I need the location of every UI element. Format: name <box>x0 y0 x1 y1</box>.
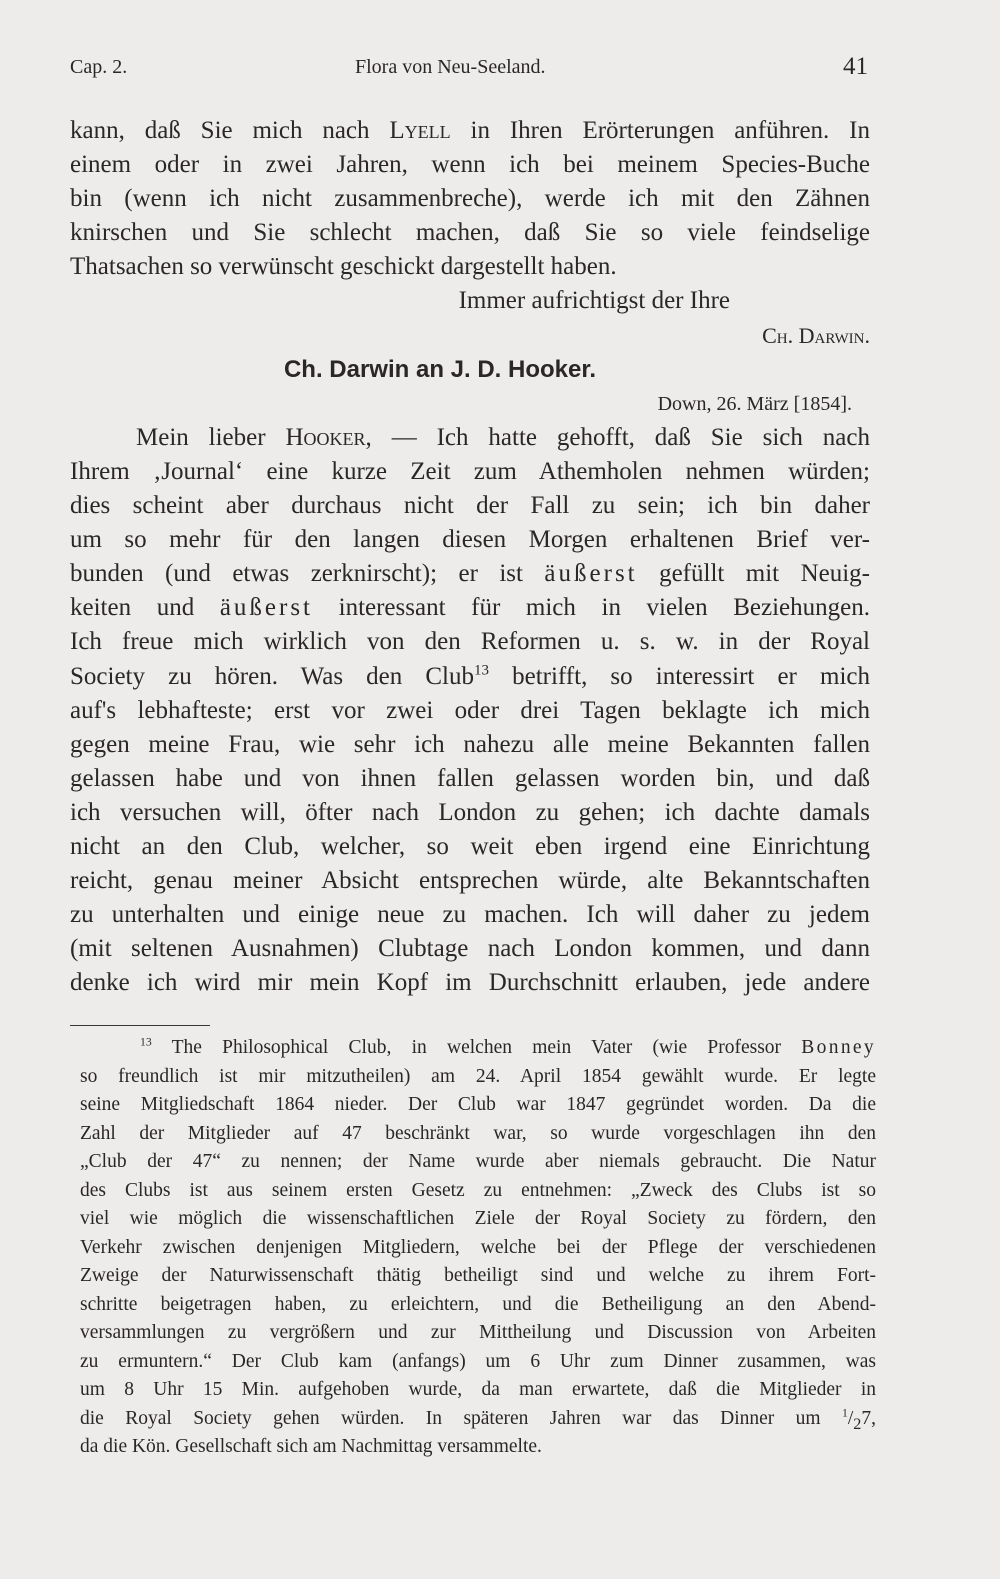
footnote-line: zu ermuntern.“ Der Club kam (anfangs) um 6 Uhr zum Dinner zusammen, was <box>80 1350 876 1372</box>
text-line: auf's lebhafteste; erst vor zwei oder drei Tagen beklagte ich mich <box>70 696 870 724</box>
footnote <box>80 1034 876 1462</box>
text-line: (mit seltenen Ausnahmen) Clubtage nach London kommen, und dann <box>70 935 870 963</box>
text-line: zu unterhalten und einige neue zu machen. Ich will daher zu jedem <box>70 901 870 929</box>
text-line: dies scheint aber durchaus nicht der Fall zu sein; ich bin daher <box>70 492 870 520</box>
spaced-emphasis: Bonney <box>801 1037 876 1058</box>
text-line: bin (wenn ich nicht zusammenbreche), werde ich mit den Zähnen <box>70 185 870 213</box>
chapter-label: Cap. 2. <box>70 56 128 78</box>
text-line: Mein lieber Hooker, — Ich hatte gehofft, daß Sie sich nach <box>136 423 870 451</box>
running-title: Flora von Neu-Seeland. <box>355 56 546 78</box>
footnote-line: „Club der 47“ zu nennen; der Name wurde aber niemals gebraucht. Die Natur <box>80 1151 876 1172</box>
footnote-line: versammlungen zu vergrößern und zur Mittheilung und Discussion von Arbeiten <box>80 1322 876 1343</box>
footnote-line: Verkehr zwischen denjenigen Mitgliedern, welche bei der Pflege der verschiedenen <box>80 1236 876 1258</box>
text-line: kann, daß Sie mich nach Lyell in Ihren Erörterungen anführen. In <box>70 117 870 144</box>
footnote-reference[interactable]: 13 <box>474 662 489 679</box>
letter-signature: Ch. Darwin. <box>762 322 870 348</box>
footnote-line: da die Kön. Gesellschaft sich am Nachmittag versammelte. <box>80 1436 542 1457</box>
text-line: um so mehr für den langen diesen Morgen erhaltenen Brief ver- <box>70 526 870 554</box>
name-smallcaps: Hooker <box>285 423 366 451</box>
footnote-line: viel wie möglich die wissenschaftlichen Ziele der Royal Society zu fördern, den <box>80 1208 876 1229</box>
text-line: Society zu hören. Was den Club$^{13}$ betrifft, so interessirt er mich <box>70 662 870 690</box>
footnote-line: $^{13}$ The Philosophical Club, in welchen mein Vater (wie Professor Bonney <box>140 1035 876 1058</box>
letter-heading: Ch. Darwin an J. D. Hooker. <box>283 355 597 383</box>
fraction-denominator: 2 <box>853 1414 862 1433</box>
text-line: Ich freue mich wirklich von den Reformen u. s. w. in der Royal <box>70 628 870 656</box>
text-line: Thatsachen so verwünscht geschickt dargestellt haben. <box>70 253 617 281</box>
footnote-line: schritte beigetragen haben, zu erleichtern, und die Betheiligung an den Abend- <box>80 1293 876 1315</box>
page-number: 41 <box>843 53 868 80</box>
text-line: denke ich wird mir mein Kopf im Durchschnitt erlauben, jede andere <box>70 969 870 997</box>
text-line: keiten und äußerst interessant für mich in vielen Beziehungen. <box>70 594 870 622</box>
text-line: Ihrem ‚Journal‘ eine kurze Zeit zum Athemholen nehmen würden; <box>70 457 870 485</box>
text-line: knirschen und Sie schlecht machen, daß Sie so viele feindselige <box>70 219 870 247</box>
footnote-line: des Clubs ist aus seinem ersten Gesetz zu entnehmen: „Zweck des Clubs ist so <box>80 1179 876 1201</box>
fraction-numerator: 1 <box>841 1406 848 1419</box>
text-line: einem oder in zwei Jahren, wenn ich bei meinem Species-Buche <box>70 151 870 179</box>
text-line: ich versuchen will, öfter nach London zu gehen; ich dachte damals <box>70 798 870 826</box>
letter-closing: Immer aufrichtigst der Ihre <box>458 287 730 315</box>
footnote-line: die Royal Society gehen würden. In späteren Jahren war das Dinner um $^1/_27$, <box>80 1406 876 1433</box>
main-text <box>70 114 870 1000</box>
running-header <box>70 53 868 86</box>
footnote-line: seine Mitgliedschaft 1864 nieder. Der Club war 1847 gegründet worden. Da die <box>80 1094 876 1115</box>
spaced-emphasis: äußerst <box>219 594 314 622</box>
text-line: gelassen habe und von ihnen fallen gelassen worden bin, und daß <box>70 764 870 792</box>
text-line: gegen meine Frau, wie sehr ich nahezu alle meine Bekannten fallen <box>70 730 870 758</box>
spaced-emphasis: äußerst <box>544 560 638 588</box>
footnote-marker: 13 <box>140 1035 152 1049</box>
footnote-line: Zahl der Mitglieder auf 47 beschränkt war, so wurde vorgeschlagen ihn den <box>80 1122 876 1144</box>
text-line: reicht, genau meiner Absicht entsprechen würde, alte Bekanntschaften <box>70 867 870 895</box>
text-line: bunden (und etwas zerknirscht); er ist äußerst gefüllt mit Neuig- <box>70 560 870 588</box>
footnote-line: Zweige der Naturwissenschaft thätig betheiligt sind und welche zu ihrem Fort- <box>80 1265 876 1286</box>
letter-dateline: Down, 26. März [1854]. <box>657 392 852 415</box>
footnote-line: um 8 Uhr 15 Min. aufgehoben wurde, da man erwartete, daß die Mitglieder in <box>80 1379 876 1400</box>
footnote-line: so freundlich ist mir mitzutheilen) am 24. April 1854 gewählt wurde. Er legte <box>80 1065 876 1087</box>
name-smallcaps: Lyell <box>389 117 451 144</box>
footnote-divider <box>70 1025 210 1026</box>
text-line: nicht an den Club, welcher, so weit eben irgend eine Einrichtung <box>70 832 870 860</box>
